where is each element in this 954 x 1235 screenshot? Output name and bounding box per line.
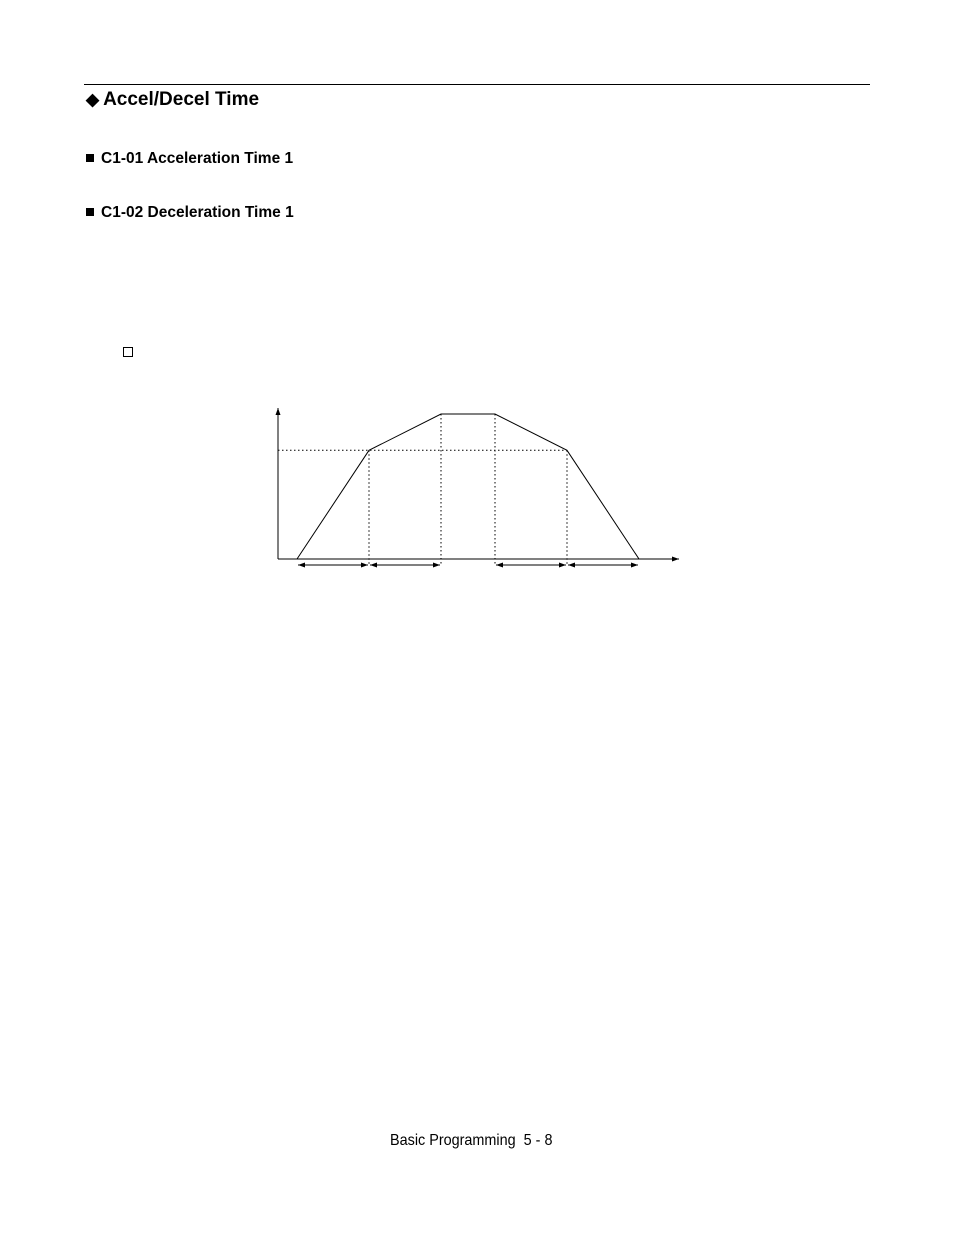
guide-lines [278,414,567,565]
speed-profile-line [297,414,639,559]
section-title-text: Accel/Decel Time [103,89,260,110]
param-label-c1-01: C1-01 Acceleration Time 1 [101,150,294,167]
diamond-icon: ◆ [86,90,100,109]
page-footer: Basic Programming 5 - 8 [390,1132,553,1149]
param-label-c1-02: C1-02 Deceleration Time 1 [101,204,294,221]
